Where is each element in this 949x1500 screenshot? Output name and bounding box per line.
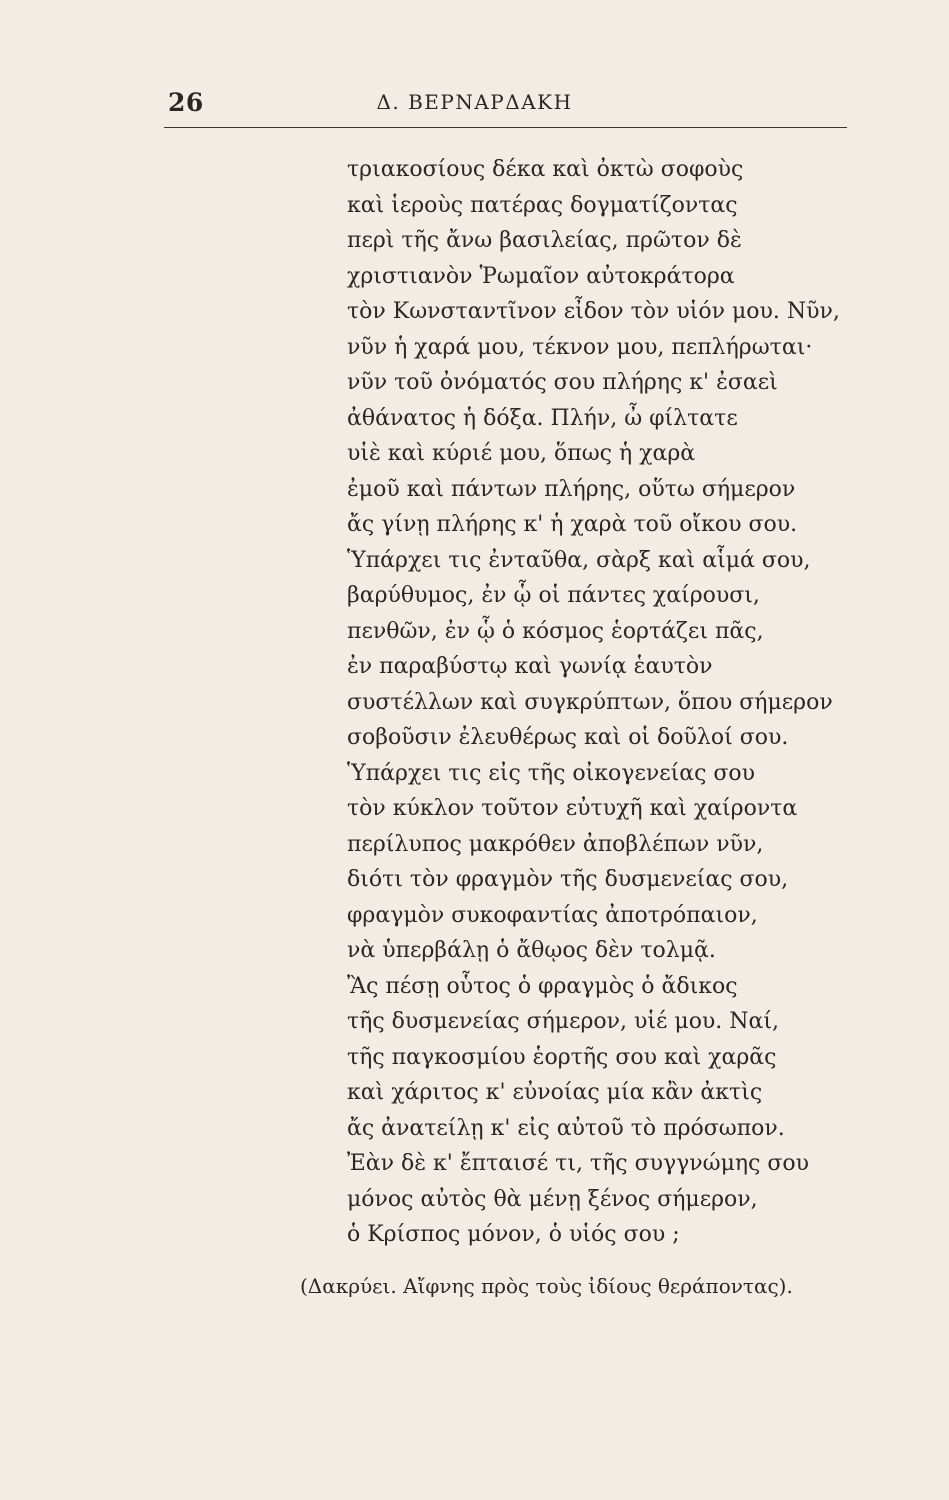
verse-line: βαρύθυμος, ἐν ᾧ οἱ πάντες χαίρουσι, xyxy=(347,583,760,608)
verse-line: Ἂς πέσῃ οὗτος ὁ φραγμὸς ὁ ἄδικος xyxy=(347,973,738,999)
verse-line: τῆς δυσμενείας σήμερον, υἱέ μου. Ναί, xyxy=(347,1009,780,1034)
running-head: Δ. ΒΕΡΝΑΡΔΑΚΗ xyxy=(376,90,573,114)
verse-line: περὶ τῆς ἄνω βασιλείας, πρῶτον δὲ xyxy=(347,228,742,253)
verse-line: ἐμοῦ καὶ πάντων πλήρης, οὕτω σήμερον xyxy=(347,476,796,502)
verse-line: νῦν τοῦ ὀνόματός σου πλήρης κ' ἐσαεὶ xyxy=(347,370,778,395)
stage-direction: (Δακρύει. Αἴφνης πρὸς τοὺς ἰδίους θεράποντας). xyxy=(300,1274,793,1298)
verse-line: ἐν παραβύστῳ καὶ γωνίᾳ ἑαυτὸν xyxy=(347,654,713,679)
verse-line: χριστιανὸν Ῥωμαῖον αὐτοκράτορα xyxy=(347,263,735,289)
verse-line: τῆς παγκοσμίου ἑορτῆς σου καὶ χαρᾶς xyxy=(347,1044,777,1070)
verse-block xyxy=(347,152,840,1253)
verse-line: Ὑπάρχει τις εἰς τῆς οἰκογενείας σου xyxy=(347,760,756,786)
verse-line: φραγμὸν συκοφαντίας ἀποτρόπαιον, xyxy=(347,902,758,928)
header-rule xyxy=(164,127,847,128)
verse-line: τριακοσίους δέκα καὶ ὀκτὼ σοφοὺς xyxy=(347,157,744,182)
verse-line: καὶ χάριτος κ' εὐνοίας μία κἂν ἀκτὶς xyxy=(347,1080,763,1105)
verse-line: σοβοῦσιν ἐλευθέρως καὶ οἱ δοῦλοί σου. xyxy=(347,725,789,750)
verse-line: ἀθάνατος ἡ δόξα. Πλήν, ὦ φίλτατε xyxy=(347,405,738,431)
verse-line: καὶ ἱεροὺς πατέρας δογματίζοντας xyxy=(347,192,738,218)
verse-line: ἄς γίνῃ πλήρης κ' ἡ χαρὰ τοῦ οἴκου σου. xyxy=(347,512,798,537)
verse-line: ἄς ἀνατείλῃ κ' εἰς αὐτοῦ τὸ πρόσωπον. xyxy=(347,1115,785,1141)
verse-line: τὸν Κωνσταντῖνον εἶδον τὸν υἱόν μου. Νῦν, xyxy=(347,299,840,324)
verse-line: Ὑπάρχει τις ἐνταῦθα, σὰρξ καὶ αἷμά σου, xyxy=(347,547,811,573)
verse-line: πενθῶν, ἐν ᾧ ὁ κόσμος ἑορτάζει πᾶς, xyxy=(347,618,764,644)
verse-line: υἱὲ καὶ κύριέ μου, ὅπως ἡ χαρὰ xyxy=(347,441,696,466)
verse-line: νὰ ὑπερβάλῃ ὁ ἄθῳος δὲν τολμᾷ. xyxy=(347,938,716,963)
verse-line: διότι τὸν φραγμὸν τῆς δυσμενείας σου, xyxy=(347,867,789,892)
verse-line: τὸν κύκλον τοῦτον εὐτυχῆ καὶ χαίροντα xyxy=(347,796,798,821)
verse-line: ὁ Κρίσπος μόνον, ὁ υἱός σου ; xyxy=(347,1222,680,1247)
page-number: 26 xyxy=(168,88,204,117)
verse-line: Ἐὰν δὲ κ' ἔπταισέ τι, τῆς συγγνώμης σου xyxy=(347,1151,810,1176)
verse-line: νῦν ἡ χαρά μου, τέκνον μου, πεπλήρωται· xyxy=(347,334,813,360)
verse-line: μόνος αὐτὸς θὰ μένῃ ξένος σήμερον, xyxy=(347,1186,758,1212)
verse-line: περίλυπος μακρόθεν ἀποβλέπων νῦν, xyxy=(347,831,764,857)
verse-line: συστέλλων καὶ συγκρύπτων, ὅπου σήμερον xyxy=(347,689,833,715)
